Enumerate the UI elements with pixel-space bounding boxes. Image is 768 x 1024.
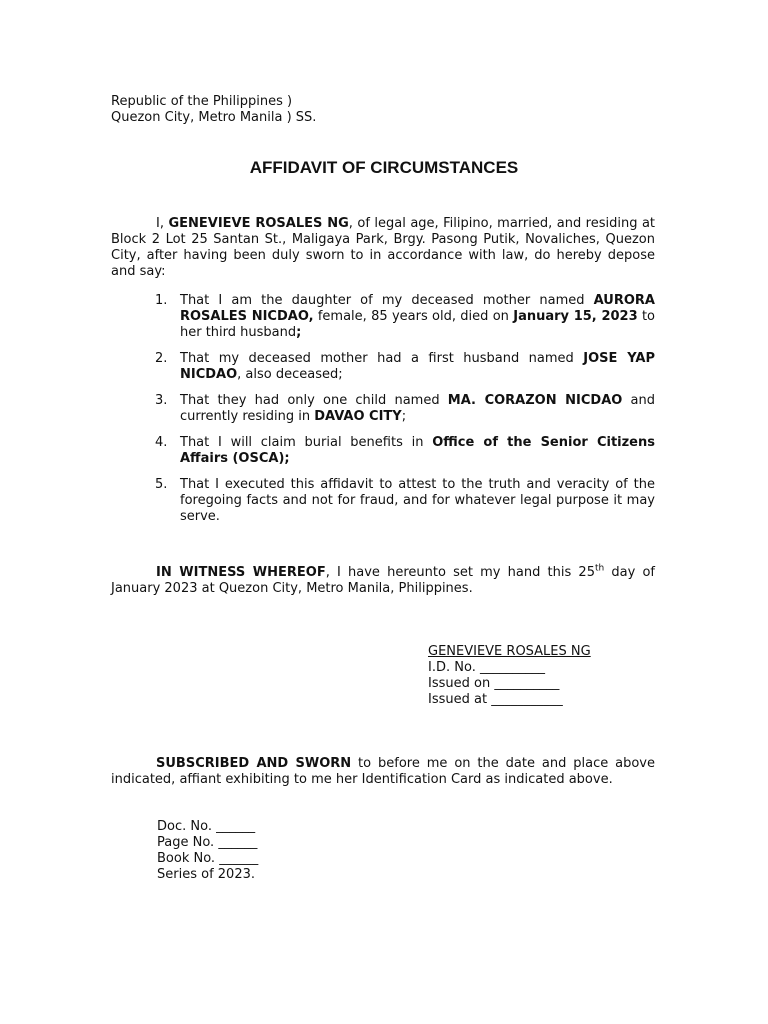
- item-bold: MA. CORAZON NICDAO: [447, 393, 623, 408]
- jurat-paragraph: [111, 756, 655, 788]
- list-item: [155, 393, 655, 425]
- item-bold: JOSE YAP NICDAO: [180, 351, 655, 382]
- witness-paragraph: [111, 565, 655, 597]
- venue-line-country: Republic of the Philippines ): [111, 94, 293, 109]
- item-text: That I will claim burial benefits in: [180, 435, 433, 450]
- jurat-bold: SUBSCRIBED AND SWORN: [156, 756, 352, 771]
- item-bold: January 15, 2023: [513, 309, 638, 324]
- witness-post: day of January 2023 at Quezon City, Metro Manila, Philippines.: [111, 565, 655, 596]
- item-text: That they had only one child named: [180, 393, 448, 408]
- item-number: 5.: [155, 477, 168, 492]
- list-item: [155, 351, 655, 383]
- item-text: to her third husband: [180, 309, 656, 340]
- list-item: [155, 435, 655, 467]
- document-title: AFFIDAVIT OF CIRCUMSTANCES: [249, 158, 519, 177]
- item-bold: Office of the Senior Citizens Affairs (OSCA);: [180, 435, 655, 466]
- id-number-line: I.D. No. __________: [428, 660, 545, 675]
- item-number: 1.: [155, 293, 168, 308]
- item-bold: ;: [296, 325, 302, 340]
- issued-on-line: Issued on __________: [428, 676, 560, 691]
- item-number: 4.: [155, 435, 168, 450]
- statement-list: [155, 293, 655, 535]
- item-text: and currently residing in: [180, 393, 655, 424]
- witness-bold: IN WITNESS WHEREOF: [156, 565, 326, 580]
- list-item: [155, 293, 655, 341]
- intro-paragraph: [111, 216, 655, 280]
- item-number: 2.: [155, 351, 168, 366]
- issued-at-line: Issued at ___________: [428, 692, 563, 707]
- item-text: That I executed this affidavit to attest to the truth and veracity of the foregoing facts and not for fraud, and for whatever legal purpose it may serve.: [180, 477, 655, 524]
- witness-sup: th: [594, 563, 605, 574]
- intro-pre: I,: [156, 216, 169, 231]
- item-bold: AURORA ROSALES NICDAO,: [180, 293, 655, 324]
- intro-post: , of legal age, Filipino, married, and residing at Block 2 Lot 25 Santan St., Maligaya Park, Brgy. Pasong Putik, Novaliches, Quezon City, after having been duly sworn to in accordance with law, do hereby depose and say:: [111, 216, 656, 279]
- venue-block: [111, 94, 316, 126]
- page-no-line: Page No. ______: [157, 835, 258, 850]
- item-text: female, 85 years old, died on: [313, 309, 514, 324]
- book-no-line: Book No. ______: [157, 851, 259, 866]
- venue-line-city: Quezon City, Metro Manila ) SS.: [111, 110, 317, 125]
- item-text: That my deceased mother had a first husband named: [180, 351, 584, 366]
- list-item: [155, 477, 655, 525]
- doc-no-line: Doc. No. ______: [157, 819, 256, 834]
- item-text: That I am the daughter of my deceased mother named: [180, 293, 594, 308]
- item-text: , also deceased;: [237, 367, 343, 382]
- signatory-name: GENEVIEVE ROSALES NG: [428, 644, 591, 659]
- series-line: Series of 2023.: [157, 867, 255, 882]
- signature-block: [428, 644, 591, 708]
- affiant-name: GENEVIEVE ROSALES NG: [168, 216, 349, 231]
- item-number: 3.: [155, 393, 168, 408]
- jurat-text: to before me on the date and place above indicated, affiant exhibiting to me her Identification Card as indicated above.: [111, 756, 655, 787]
- witness-pre: , I have hereunto set my hand this 25: [325, 565, 595, 580]
- item-text: ;: [401, 409, 407, 424]
- notarial-block: [157, 819, 258, 883]
- item-bold: DAVAO CITY: [314, 409, 402, 424]
